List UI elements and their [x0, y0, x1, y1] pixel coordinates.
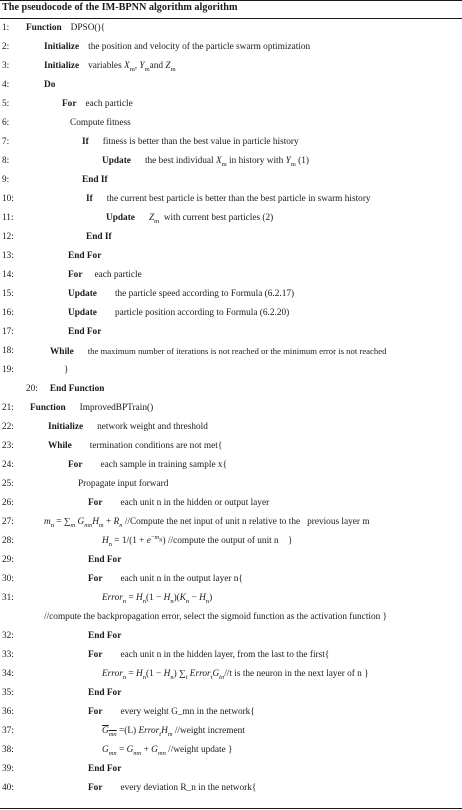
bottom-rule — [0, 808, 462, 809]
line-number: 4: — [2, 80, 10, 90]
line-number: 2: — [2, 42, 10, 52]
code-line — [0, 665, 462, 684]
code-text: every deviation R_n in the network{ — [120, 783, 257, 793]
keyword: For — [68, 270, 83, 280]
code-line — [0, 247, 462, 266]
keyword: End For — [68, 251, 102, 261]
line-number: 26: — [2, 498, 14, 508]
code-line — [0, 323, 462, 342]
keyword: End Function — [49, 384, 105, 394]
code-text: each particle — [85, 99, 133, 109]
code-line — [0, 760, 462, 779]
line-number: 21: — [2, 403, 14, 413]
keyword: Function — [26, 23, 62, 33]
line-number: 14: — [2, 270, 14, 280]
code-text: //Compute the net input of unit n relative to the previous layer m — [124, 517, 370, 527]
formula: Error$_n$ = $H_n(1 - H_n)(K_n - H_n)$ — [102, 593, 213, 605]
line-number: 22: — [2, 422, 14, 432]
keyword: Initialize — [44, 42, 80, 52]
code-line — [0, 152, 462, 171]
formula: $G_{mn} =(L)$ $Error_tH_m$ — [102, 726, 173, 738]
line-number: 24: — [2, 460, 14, 470]
keyword: End If — [82, 175, 108, 185]
code-text: termination conditions are not met{ — [89, 441, 223, 451]
keyword: End For — [88, 555, 122, 565]
keyword: For — [88, 650, 103, 660]
line-number: 35: — [2, 688, 14, 698]
keyword: End If — [86, 232, 112, 242]
code-line — [0, 285, 462, 304]
formula: $H_n = 1/(1 + e^{-m_n})$ — [102, 533, 166, 548]
line-number: 33: — [2, 650, 14, 660]
code-line — [0, 190, 462, 209]
code-text: //weight update } — [168, 745, 233, 755]
code-text: Propagate input forward — [78, 479, 169, 489]
code-text: each unit n in the hidden or output layer — [120, 498, 270, 508]
code-text: particle position according to Formula (6.2.20) — [114, 308, 290, 318]
code-text: each particle — [94, 270, 142, 280]
line-number: 31: — [2, 593, 14, 603]
code-line — [0, 304, 462, 323]
line-number: 8: — [2, 156, 10, 166]
code-line — [0, 361, 462, 380]
line-number: 1: — [2, 23, 10, 33]
line-number: 36: — [2, 707, 14, 717]
code-line — [0, 95, 462, 114]
formula: $m_n = \sum_m$ $G_{mn}H_m + R_n$ — [44, 517, 123, 529]
code-text: the maximum number of iterations is not reached or the minimum error is not reached — [87, 346, 387, 356]
line-number: 40: — [2, 783, 14, 793]
line-number: 23: — [2, 441, 14, 451]
code-line — [0, 342, 462, 361]
code-line — [0, 418, 462, 437]
line-number: 25: — [2, 479, 14, 489]
code-text: } — [64, 365, 69, 375]
formula: Error$_n$ = $H_n(1 - H_n)$ $\sum_t$ $Error_tG_{tn}$ — [102, 669, 225, 681]
code-line — [0, 19, 462, 38]
keyword: If — [86, 194, 93, 204]
code-text: //compute the backpropagation error, select the sigmoid function as the activation function } — [44, 612, 388, 622]
code-line — [0, 532, 462, 551]
line-number: 30: — [2, 574, 14, 584]
code-text: every weight G_mn in the network{ — [120, 707, 255, 717]
code-line — [0, 741, 462, 760]
line-number: 9: — [2, 175, 10, 185]
code-line — [0, 133, 462, 152]
code-line — [0, 76, 462, 95]
line-number: 6: — [2, 118, 10, 128]
code-line — [0, 589, 462, 608]
formula: $G_{mn} = G_{mn} + G_{mn}$ — [102, 745, 166, 757]
line-number: 27: — [2, 517, 14, 527]
keyword: End For — [88, 764, 122, 774]
keyword: For — [68, 460, 83, 470]
code-text: each unit n in the output layer n{ — [120, 574, 243, 584]
code-line — [0, 513, 462, 532]
code-line — [0, 551, 462, 570]
line-number: 19: — [2, 365, 14, 375]
line-number: 38: — [2, 745, 14, 755]
code-text: $Z_m$ with current best particles (2) — [148, 213, 274, 225]
code-line — [0, 114, 462, 133]
code-text: the particle speed according to Formula (6.2.17) — [114, 289, 295, 299]
code-line — [0, 646, 462, 665]
code-line — [0, 399, 462, 418]
code-line — [0, 456, 462, 475]
line-number: 32: — [2, 631, 14, 641]
keyword: If — [82, 137, 89, 147]
line-number: 5: — [2, 99, 10, 109]
code-text: ImprovedBPTrain() — [79, 403, 154, 413]
code-text: //compute the output of unit n } — [167, 536, 293, 546]
code-line — [0, 437, 462, 456]
line-number: 11: — [2, 213, 14, 223]
code-line — [0, 228, 462, 247]
keyword: For — [88, 783, 103, 793]
keyword: For — [88, 707, 103, 717]
code-line — [0, 684, 462, 703]
keyword: For — [88, 574, 103, 584]
line-number: 37: — [2, 726, 14, 736]
line-number: 20: — [26, 384, 38, 394]
code-line — [0, 475, 462, 494]
code-text: the position and velocity of the particle swarm optimization — [88, 42, 311, 52]
keyword: End For — [68, 327, 102, 337]
keyword: End For — [88, 631, 122, 641]
keyword: While — [48, 441, 72, 451]
top-rule — [0, 0, 462, 1]
code-text: //weight increment — [174, 726, 245, 736]
line-number: 29: — [2, 555, 14, 565]
code-text: network weight and threshold — [97, 422, 208, 432]
code-line — [0, 627, 462, 646]
line-number: 13: — [2, 251, 14, 261]
code-text: fitness is better than the best value in particle history — [102, 137, 299, 147]
code-text: each sample in training sample x{ — [100, 460, 228, 470]
line-number: 3: — [2, 61, 10, 71]
code-line — [0, 779, 462, 798]
keyword: Initialize — [48, 422, 84, 432]
code-text: Compute fitness — [70, 118, 131, 128]
code-text: variables $X_m$, $Y_mand$ $Z_m$ — [88, 61, 176, 73]
line-number: 10: — [2, 194, 14, 204]
code-line — [0, 171, 462, 190]
line-number: 18: — [2, 346, 14, 356]
code-line — [0, 266, 462, 285]
keyword: Update — [68, 289, 97, 299]
code-line — [0, 608, 462, 627]
line-number: 7: — [2, 137, 10, 147]
keyword: For — [62, 99, 77, 109]
keyword: Update — [102, 156, 131, 166]
code-line — [0, 722, 462, 741]
code-text: DPSO(){ — [70, 23, 106, 33]
keyword: End For — [88, 688, 122, 698]
line-number: 15: — [2, 289, 14, 299]
line-number: 28: — [2, 536, 14, 546]
code-line — [0, 57, 462, 76]
code-line — [0, 38, 462, 57]
keyword: While — [50, 347, 74, 357]
code-text: the current best particle is better than the best particle in swarm history — [106, 194, 371, 204]
line-number: 12: — [2, 232, 14, 242]
code-line — [0, 703, 462, 722]
code-text: //t is the neuron in the next layer of n } — [224, 669, 369, 679]
keyword: Function — [30, 403, 66, 413]
keyword: For — [88, 498, 103, 508]
line-number: 17: — [2, 327, 14, 337]
code-line — [0, 494, 462, 513]
code-line — [0, 380, 462, 399]
code-text: the best individual $X_m$ in history with $Y_m$ (1) — [144, 156, 309, 168]
line-number: 34: — [2, 669, 14, 679]
keyword: Do — [44, 80, 56, 90]
line-number: 39: — [2, 764, 14, 774]
table-title: The pseudocode of the IM-BPNN algorithm algorithm — [2, 2, 238, 13]
keyword: Update — [106, 213, 135, 223]
code-text: each unit n in the hidden layer, from the last to the first{ — [120, 650, 330, 660]
keyword: Initialize — [44, 61, 80, 71]
code-line — [0, 570, 462, 589]
line-number: 16: — [2, 308, 14, 318]
keyword: Update — [68, 308, 97, 318]
code-line — [0, 209, 462, 228]
